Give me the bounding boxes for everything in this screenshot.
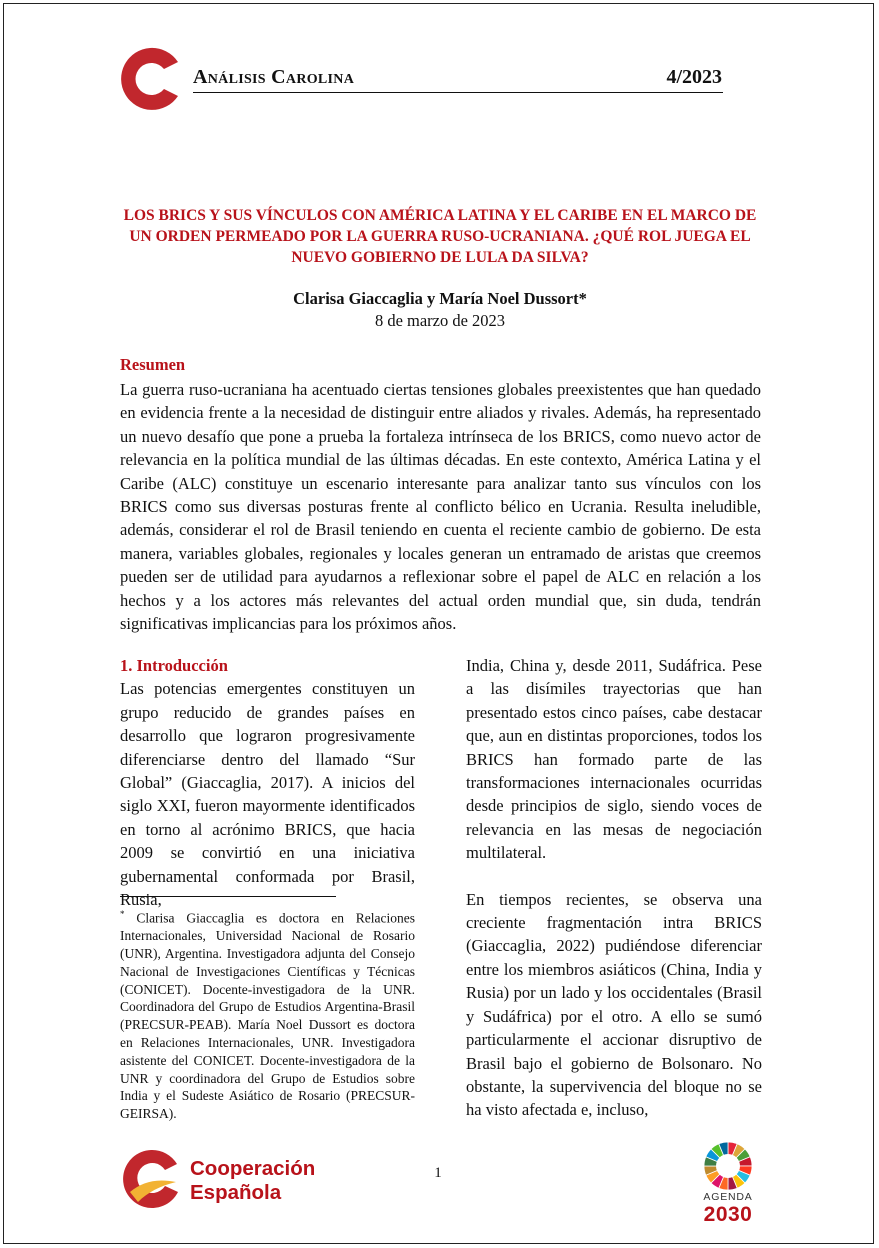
coop-line-1: Cooperación xyxy=(190,1157,316,1180)
section-heading-introduccion: 1. Introducción xyxy=(120,656,228,675)
intro-paragraph-1a: Las potencias emergentes constituyen un grupo reducido de grandes países en desarrollo que lograron progresivamente diferenciarse dentro del llamado “Sur Global” (Giaccaglia, 2017). A inicios del siglo XXI, fueron mayormente identificados en torno al acrónimo BRICS, que hacia 2009 se convirtió en una iniciativa gubernamental conformada por Brasil, Rusia, xyxy=(120,679,415,910)
authors: Clarisa Giaccaglia y María Noel Dussort* xyxy=(293,289,587,308)
document-title: LOS BRICS Y SUS VÍNCULOS CON AMÉRICA LATINA Y EL CARIBE EN EL MARCO DE UN ORDEN PERMEADO POR LA GUERRA RUSO-UCRANIANA. ¿QUÉ ROL JUEGA EL NUEVO GOBIERNO DE LULA DA SILVA? xyxy=(123,207,757,266)
series-title: Análisis Carolina xyxy=(193,66,355,88)
left-column xyxy=(120,654,415,911)
agenda-label: AGENDA xyxy=(703,1191,753,1203)
agenda-year: 2030 xyxy=(703,1203,753,1226)
coop-line-2: Española xyxy=(190,1181,282,1204)
footnote-mark: * xyxy=(120,909,125,919)
sdg-wheel-icon xyxy=(702,1140,754,1192)
cooperacion-espanola-logo-icon xyxy=(120,1148,180,1210)
intro-paragraph-1b: India, China y, desde 2011, Sudáfrica. Pese a las disímiles trayectorias que han presentado estos cinco países, cabe destacar que, aun en distintas proporciones, todos los BRICS han formado parte de las transformaciones internacionales ocurridas desde principios de siglo, siendo voces de relevancia en las mesas de negociación multilateral. xyxy=(466,656,762,863)
fundacion-carolina-logo-icon xyxy=(120,46,180,112)
header-rule xyxy=(193,92,723,93)
footnote xyxy=(120,906,415,1123)
issue-number: 4/2023 xyxy=(666,66,722,88)
intro-paragraph-2: En tiempos recientes, se observa una creciente fragmentación intra BRICS (Giaccaglia, 2022) pudiéndose diferenciar entre los miembros asiáticos (China, India y Rusia) por un lado y los occidentales (Brasil y Sudáfrica) por el otro. A ello se sumó particularmente el accionar disruptivo de Brasil bajo el gobierno de Bolsonaro. No obstante, la supervivencia del bloque no se ha visto afectada e, incluso, xyxy=(466,889,762,1120)
publication-date: 8 de marzo de 2023 xyxy=(374,311,506,330)
abstract-heading: Resumen xyxy=(120,355,186,374)
cooperacion-espanola-wordmark xyxy=(190,1157,315,1205)
right-column xyxy=(466,654,762,1122)
footnote-text: Clarisa Giaccaglia es doctora en Relaciones Internacionales, Universidad Nacional de Rosario (UNR), Argentina. Investigadora adjunta del Consejo Nacional de Investigaciones Científicas y Técnicas (CONICET). Docente-investigadora de la UNR. Coordinadora del Grupo de Estudios Argentina-Brasil (PRECSUR-PEAB). María Noel Dussort es doctora en Relaciones Internacionales, UNR. Investigadora asistente del CONICET. Docente-investigadora de la UNR y coordinadora del Grupo de Estudios sobre India y el Sudeste Asiático de Rosario (PRECSUR-GEIRSA). xyxy=(120,910,415,1122)
footnote-rule xyxy=(120,896,336,897)
page-number: 1 xyxy=(434,1165,442,1181)
abstract-text: La guerra ruso-ucraniana ha acentuado ciertas tensiones globales preexistentes que han quedado en evidencia frente a la necesidad de distinguir entre aliados y rivales. Además, ha representado un nuevo desafío que pone a prueba la fortaleza intrínseca de los BRICS, como nuevo actor de relevancia en la política mundial de las últimas décadas. En este contexto, América Latina y el Caribe (ALC) constituye un escenario interesante para analizar tanto sus vínculos con los BRICS como sus diversas posturas frente al conflicto bélico en Ucrania. Resulta ineludible, además, considerar el rol de Brasil teniendo en cuenta el reciente cambio de gobierno. De esta manera, variables globales, regionales y locales generan un entramado de aristas que creemos pueden ser de utilidad para ayudarnos a reflexionar sobre el papel de ALC en relación a los hechos y a los actores más relevantes del actual orden mundial que, sin duda, tendrán significativas implicancias para los próximos años. xyxy=(120,380,761,634)
